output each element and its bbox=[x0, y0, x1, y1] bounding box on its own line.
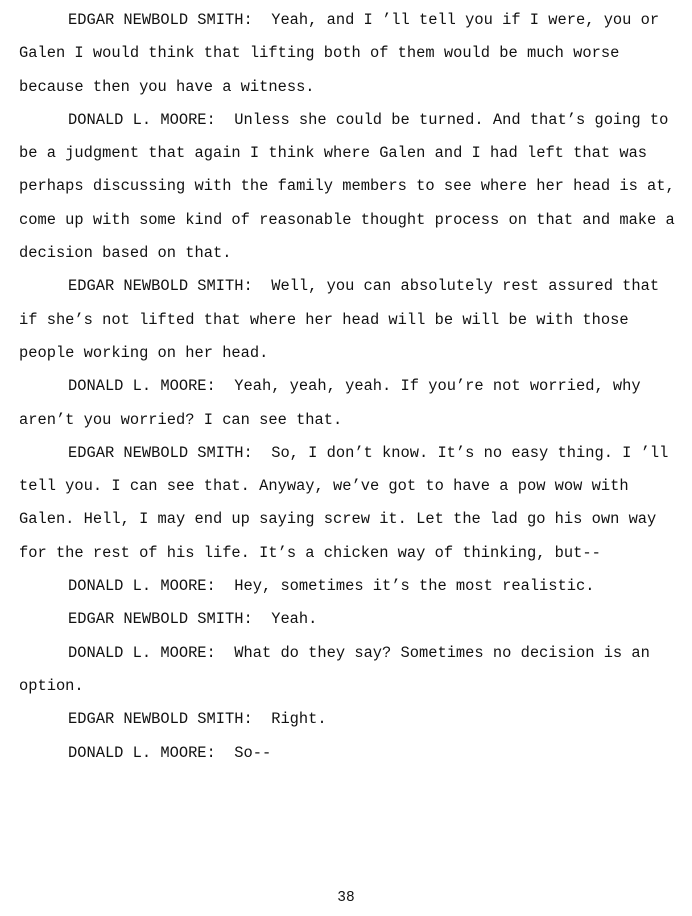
transcript-paragraph bbox=[19, 104, 679, 270]
speaker-name: DONALD L. MOORE: bbox=[68, 743, 216, 762]
transcript-paragraph bbox=[19, 603, 679, 636]
page-number: 38 bbox=[337, 890, 355, 906]
spoken-text: Yeah, and I ’ll tell you if I were, you or Galen I would think that lifting both of them would be much worse because then you have a witness. bbox=[19, 11, 660, 96]
speaker-name: DONALD L. MOORE: bbox=[68, 643, 216, 662]
spoken-text: What do they say? Sometimes no decision is an option. bbox=[19, 643, 650, 695]
transcript-paragraph bbox=[19, 370, 679, 437]
spoken-text: Well, you can absolutely rest assured that if she’s not lifted that where her head will be will be with those people working on her head. bbox=[19, 277, 660, 362]
speaker-name: EDGAR NEWBOLD SMITH: bbox=[68, 610, 253, 629]
speaker-name: EDGAR NEWBOLD SMITH: bbox=[68, 277, 253, 296]
transcript-paragraph bbox=[19, 4, 679, 104]
speaker-name: DONALD L. MOORE: bbox=[68, 577, 216, 596]
spoken-text: Right. bbox=[271, 710, 327, 729]
spoken-text: So, I don’t know. It’s no easy thing. I ’ll tell you. I can see that. Anyway, we’ve got to have a pow wow with Galen. Hell, I may end up saying screw it. Let the lad go his own way for the rest of his life. It’s a chicken way of thinking, but-- bbox=[19, 443, 669, 562]
spoken-text: Hey, sometimes it’s the most realistic. bbox=[234, 577, 595, 596]
transcript-paragraph bbox=[19, 703, 679, 736]
speaker-name: EDGAR NEWBOLD SMITH: bbox=[68, 11, 253, 29]
spoken-text: So-- bbox=[234, 743, 272, 762]
spoken-text: Yeah. bbox=[271, 610, 318, 629]
transcript-paragraph bbox=[19, 270, 679, 370]
spoken-text: Yeah, yeah, yeah. If you’re not worried, why aren’t you worried? I can see that. bbox=[19, 377, 641, 429]
transcript-paragraph bbox=[19, 737, 679, 770]
transcript-body bbox=[19, 4, 679, 770]
speaker-name: DONALD L. MOORE: bbox=[68, 377, 216, 396]
speaker-name: EDGAR NEWBOLD SMITH: bbox=[68, 443, 253, 462]
speaker-name: DONALD L. MOORE: bbox=[68, 110, 216, 129]
speaker-name: EDGAR NEWBOLD SMITH: bbox=[68, 710, 253, 729]
spoken-text: Unless she could be turned. And that’s going to be a judgment that again I think where Galen and I had left that was perhaps discussing with the family members to see where her head is at, come up with some kind of reasonable thought process on that and make a decision based on that. bbox=[19, 110, 675, 263]
transcript-paragraph bbox=[19, 637, 679, 704]
transcript-paragraph bbox=[19, 570, 679, 603]
transcript-paragraph bbox=[19, 437, 679, 570]
